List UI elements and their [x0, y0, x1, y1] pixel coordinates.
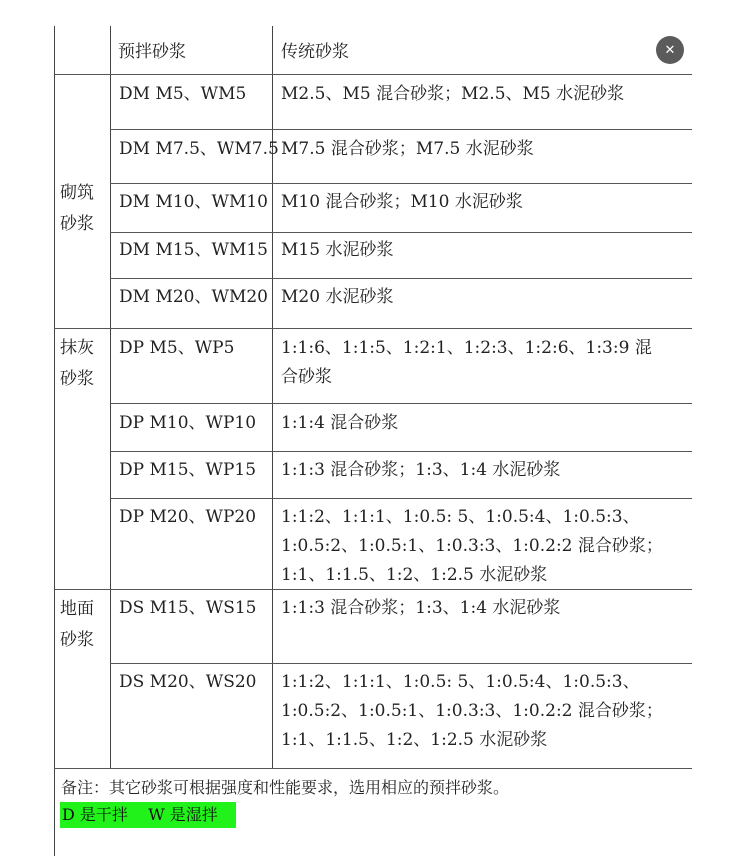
- premix-cell: DM M20、WM20: [119, 287, 268, 307]
- traditional-cell: M10 混合砂浆；M10 水泥砂浆: [281, 192, 523, 212]
- premix-cell: DM M5、WM5: [119, 84, 247, 104]
- group-divider-1: [54, 328, 692, 329]
- row-divider: [110, 403, 692, 404]
- traditional-cell-line: 1:0.5:2、1:0.5:1、1:0.3:3、1:0.2:2 混合砂浆；: [281, 536, 663, 556]
- traditional-cell-line: 1:1、1:1.5、1:2、1:2.5 水泥砂浆: [281, 730, 548, 750]
- traditional-cell: 1:1:2、1:1:1、1:0.5: 5、1:0.5:4、1:0.5:3、: [281, 507, 640, 527]
- traditional-cell-line: 1:1、1:1.5、1:2、1:2.5 水泥砂浆: [281, 565, 548, 585]
- table-bottom-rule: [54, 768, 692, 769]
- row-divider: [110, 129, 692, 130]
- remark-note: 备注：其它砂浆可根据强度和性能要求，选用相应的预拌砂浆。: [61, 778, 510, 797]
- premix-cell: DP M5、WP5: [119, 338, 235, 358]
- row-divider: [110, 663, 692, 664]
- row-divider: [110, 183, 692, 184]
- traditional-cell: M7.5 混合砂浆；M7.5 水泥砂浆: [281, 139, 534, 159]
- traditional-cell: 1:1:3 混合砂浆；1:3、1:4 水泥砂浆: [281, 460, 561, 480]
- traditional-cell: M20 水泥砂浆: [281, 287, 394, 307]
- traditional-cell: 1:1:3 混合砂浆；1:3、1:4 水泥砂浆: [281, 598, 561, 618]
- premix-cell: DP M20、WP20: [119, 507, 257, 527]
- premix-cell: DS M20、WS20: [119, 672, 257, 692]
- header-bottom-rule: [54, 74, 692, 75]
- traditional-cell: M15 水泥砂浆: [281, 240, 394, 260]
- row-divider: [110, 451, 692, 452]
- category-plastering: 抹灰砂浆: [60, 338, 94, 389]
- traditional-cell-line: 1:0.5:2、1:0.5:1、1:0.3:3、1:0.2:2 混合砂浆；: [281, 701, 663, 721]
- close-icon[interactable]: ✕: [656, 36, 684, 64]
- header-premix: 预拌砂浆: [118, 42, 186, 62]
- row-divider: [110, 278, 692, 279]
- legend-highlight: D 是干拌 W 是湿拌: [60, 802, 236, 828]
- category-masonry: 砌筑砂浆: [60, 183, 94, 234]
- premix-cell: DM M7.5、WM7.5: [119, 139, 279, 159]
- traditional-cell: M2.5、M5 混合砂浆；M2.5、M5 水泥砂浆: [281, 84, 625, 104]
- table-left-border: [54, 26, 55, 856]
- table-col-divider-1: [110, 26, 111, 768]
- header-traditional: 传统砂浆: [281, 42, 349, 62]
- row-divider: [110, 498, 692, 499]
- row-divider: [110, 232, 692, 233]
- category-floor: 地面砂浆: [60, 599, 94, 650]
- premix-cell: DP M15、WP15: [119, 460, 257, 480]
- premix-cell: DM M10、WM10: [119, 192, 268, 212]
- premix-cell: DP M10、WP10: [119, 413, 257, 433]
- premix-cell: DM M15、WM15: [119, 240, 268, 260]
- traditional-cell: 1:1:4 混合砂浆: [281, 413, 399, 433]
- traditional-cell-line: 合砂浆: [281, 367, 332, 387]
- premix-cell: DS M15、WS15: [119, 598, 257, 618]
- traditional-cell: 1:1:2、1:1:1、1:0.5: 5、1:0.5:4、1:0.5:3、: [281, 672, 640, 692]
- traditional-cell: 1:1:6、1:1:5、1:2:1、1:2:3、1:2:6、1:3:9 混: [281, 338, 652, 358]
